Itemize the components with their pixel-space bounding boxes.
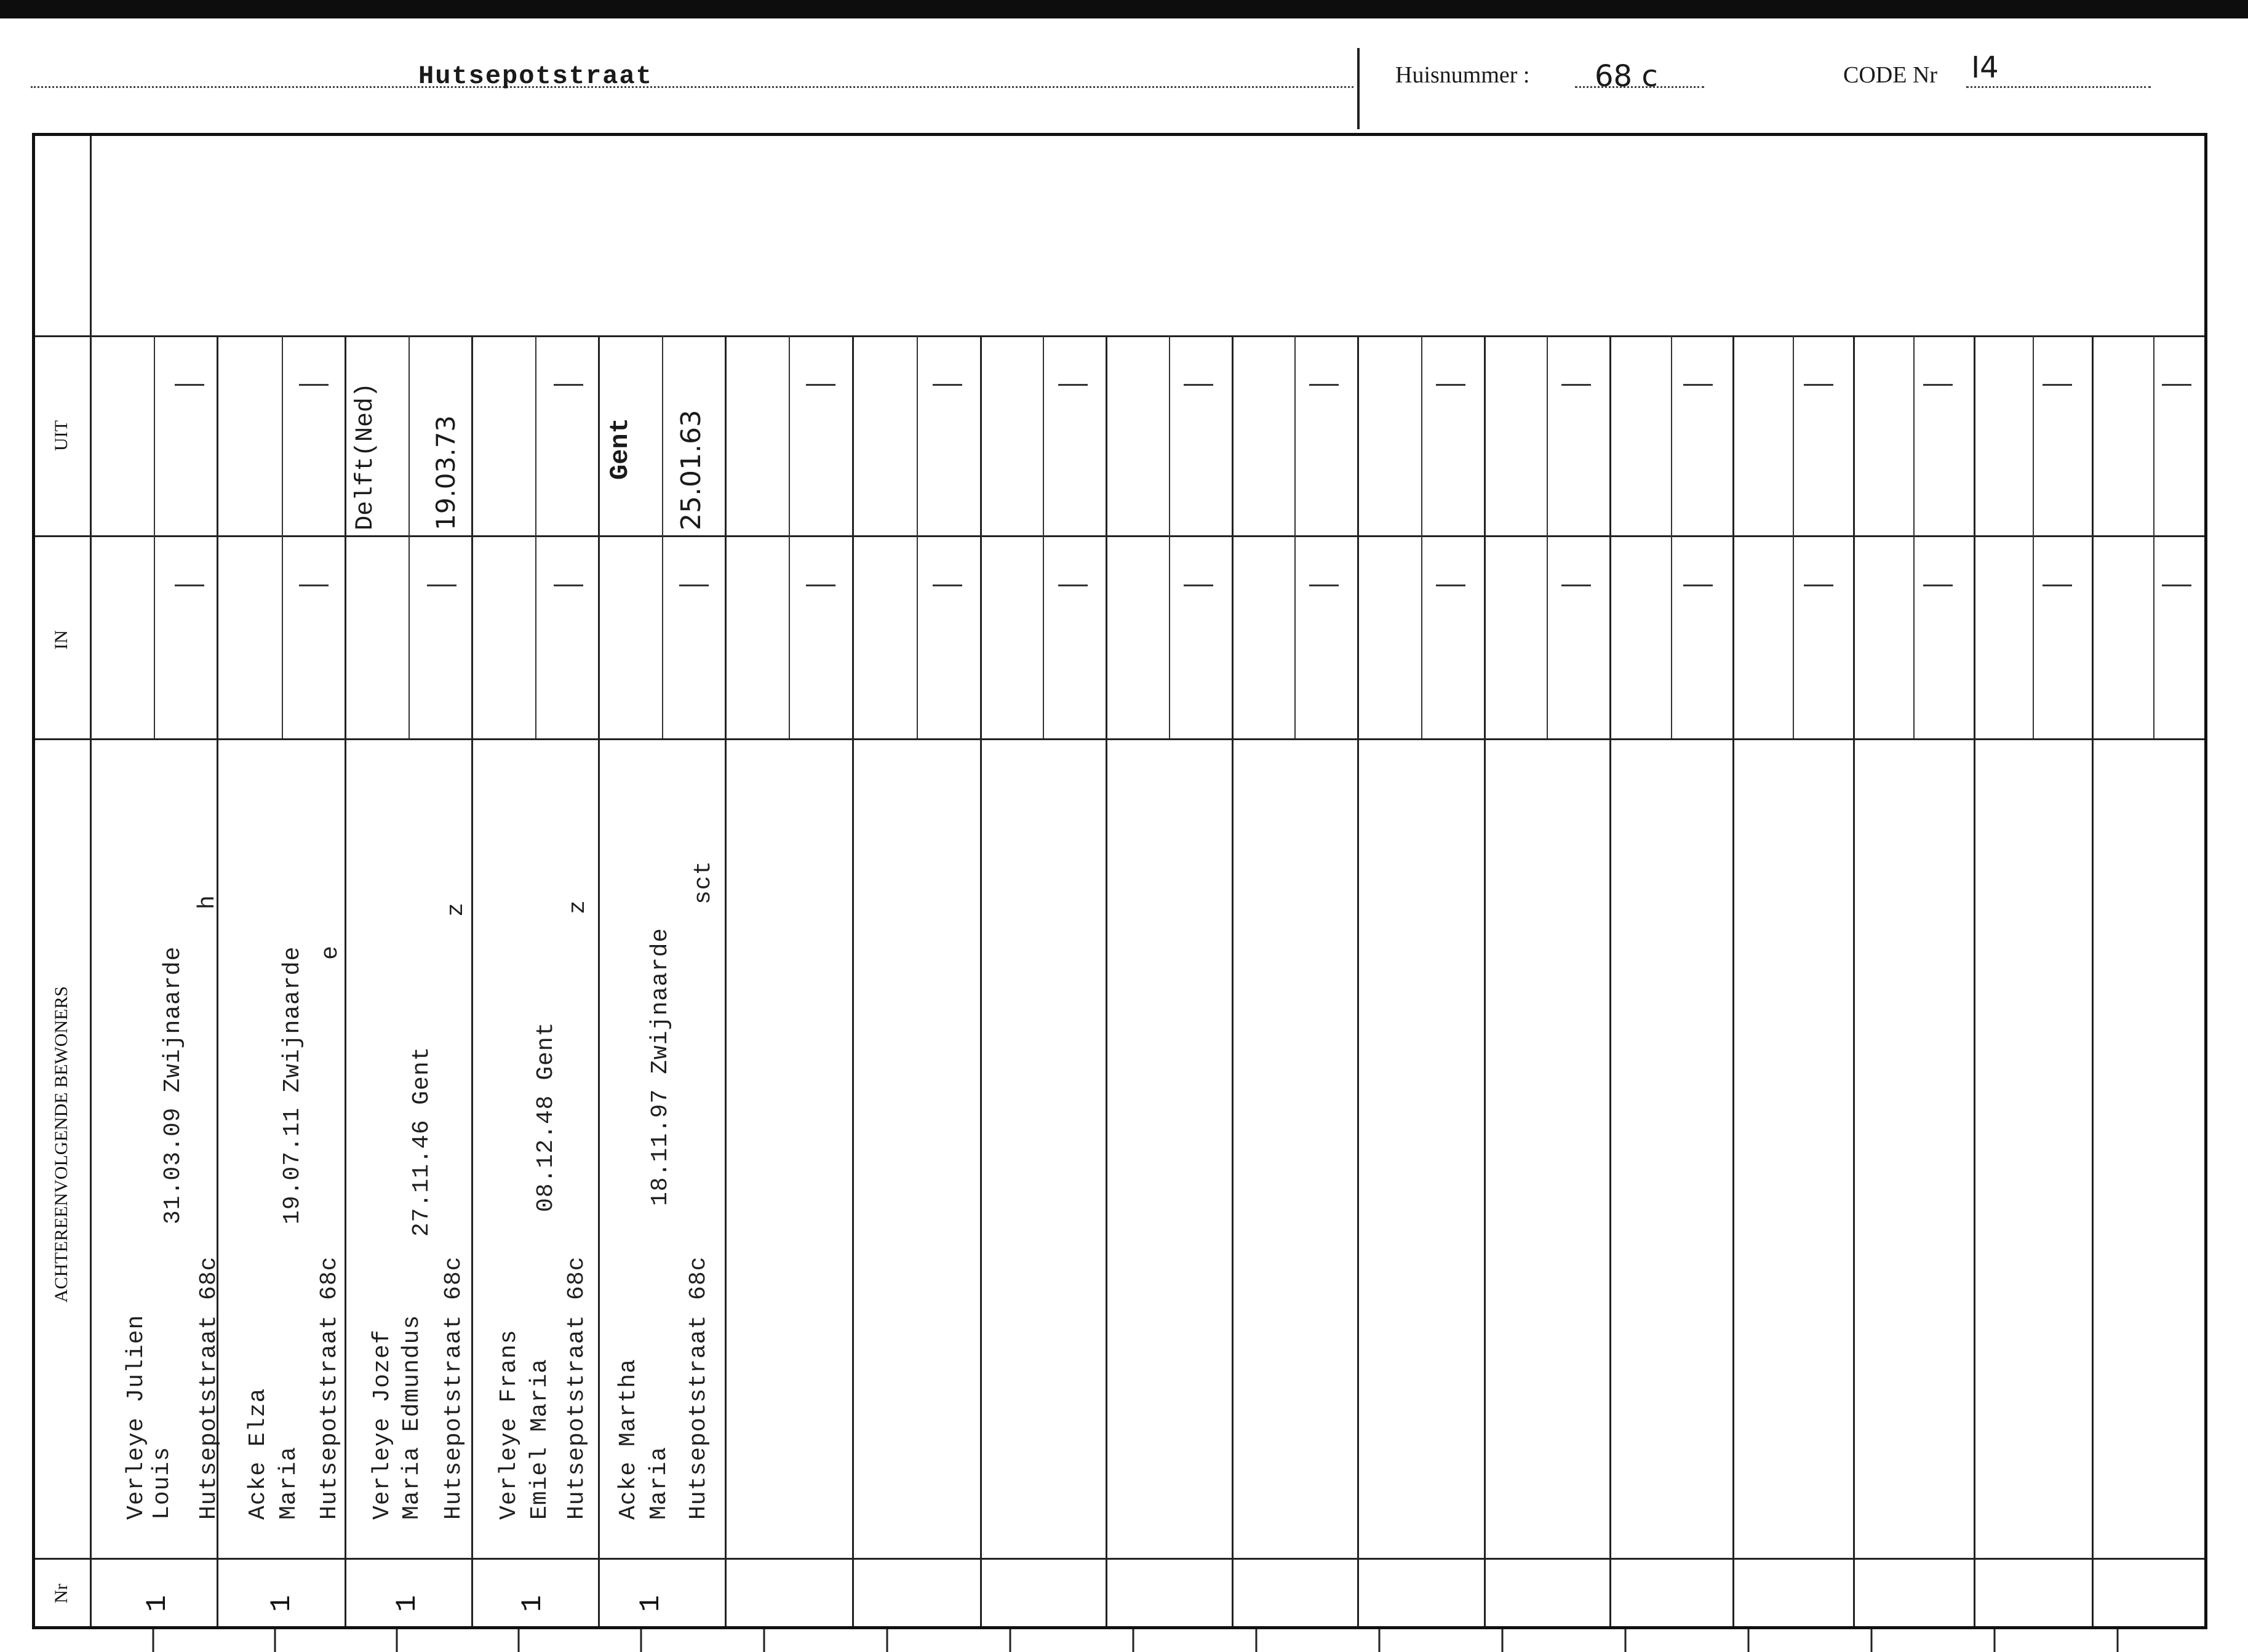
row-label-residents: ACHTEREENVOLGENDE BEWONERS (51, 986, 71, 1303)
subcol-divider (662, 335, 663, 738)
empty-dash (427, 585, 456, 586)
empty-dash (1058, 384, 1088, 386)
resident-address: Hutsepotstraat 68c (316, 1256, 343, 1520)
resident-address: Hutsepotstraat 68c (440, 1256, 467, 1520)
empty-dash (299, 384, 329, 386)
empty-dash (1309, 585, 1339, 586)
empty-dash (1436, 585, 1465, 586)
bottom-tick-marks (32, 1629, 2207, 1652)
resident-given-names: Maria Edmundus (399, 1314, 425, 1520)
street-dotted-line (31, 86, 1353, 88)
resident-role: z (565, 900, 591, 914)
code-value: I4 (1971, 50, 1999, 85)
empty-dash (554, 585, 583, 586)
empty-dash (1184, 384, 1213, 386)
col-divider-8 (1106, 335, 1107, 1626)
house-number-value: 68 c (1595, 59, 1658, 94)
row-divider-top-left (35, 335, 90, 337)
col-divider-10 (1357, 335, 1359, 1626)
resident-name: Acke Martha (615, 1359, 642, 1520)
resident-role: z (443, 902, 469, 917)
empty-dash (1923, 384, 1953, 386)
subcol-divider (2033, 335, 2034, 738)
empty-dash (299, 585, 329, 586)
register-table (32, 133, 2207, 1629)
subcol-divider (1793, 335, 1794, 738)
subcol-divider (1671, 335, 1672, 738)
row-label-uit: UIT (51, 420, 71, 451)
col-divider-7 (980, 335, 982, 1626)
col-divider-16 (2092, 335, 2094, 1626)
empty-dash (1923, 585, 1953, 586)
resident-role: h (194, 895, 221, 909)
empty-dash (1683, 585, 1713, 586)
subcol-divider (282, 335, 283, 738)
empty-dash (933, 585, 962, 586)
col-divider-14 (1853, 335, 1855, 1626)
subcol-divider (1547, 335, 1548, 738)
subcol-divider (1043, 335, 1044, 738)
resident-name: Verleye Julien (123, 1314, 149, 1520)
empty-dash (2043, 585, 2072, 586)
uit-date: 19.03.73 (431, 415, 461, 530)
row-number: 1 (141, 1595, 173, 1612)
empty-dash (2043, 384, 2072, 386)
subcol-divider (1294, 335, 1296, 738)
empty-dash (554, 384, 583, 386)
empty-dash (1561, 384, 1591, 386)
subcol-divider (2153, 335, 2154, 738)
col-divider-9 (1232, 335, 1234, 1626)
col-divider-11 (1484, 335, 1486, 1626)
resident-address: Hutsepotstraat 68c (685, 1256, 712, 1520)
empty-dash (1436, 384, 1465, 386)
resident-role: sct (690, 860, 717, 904)
house-number-label: Huisnummer : (1395, 62, 1530, 88)
empty-dash (806, 585, 835, 586)
row-label-in: IN (51, 630, 71, 650)
resident-given-names: Louis (149, 1446, 175, 1520)
resident-birth: 19.07.11 Zwijnaarde (279, 946, 306, 1224)
empty-dash (1804, 585, 1833, 586)
row-divider-top-uit (90, 335, 2204, 337)
row-number: 1 (517, 1595, 549, 1612)
uit-place: Gent (605, 418, 635, 480)
row-divider-uit-in (35, 535, 2204, 537)
uit-place: Delft(Ned) (352, 382, 380, 530)
col-divider-6 (852, 335, 854, 1626)
resident-name: Verleye Frans (496, 1329, 522, 1520)
subcol-divider (409, 335, 410, 738)
empty-dash (175, 585, 204, 586)
scan-top-border (0, 0, 2248, 18)
resident-birth: 31.03.09 Zwijnaarde (160, 946, 186, 1224)
uit-date: 25.01.63 (676, 410, 707, 530)
subcol-divider (1169, 335, 1170, 738)
col-divider-13 (1732, 335, 1734, 1626)
row-label-nr: Nr (51, 1584, 71, 1603)
code-label: CODE Nr (1843, 62, 1938, 88)
header-divider (1357, 48, 1360, 129)
resident-given-names: Maria (276, 1446, 302, 1520)
row-number: 1 (391, 1595, 423, 1612)
empty-dash (1804, 384, 1833, 386)
resident-birth: 18.11.97 Zwijnaarde (647, 927, 674, 1206)
subcol-divider (917, 335, 918, 738)
street-name: Hutsepotstraat (418, 62, 653, 91)
col-divider-3 (471, 335, 473, 1626)
row-divider-in-residents (35, 738, 2204, 740)
empty-dash (1184, 585, 1213, 586)
empty-dash (679, 585, 709, 586)
subcol-divider (535, 335, 536, 738)
subcol-divider (154, 335, 155, 738)
code-dotted-line (1966, 86, 2151, 88)
subcol-divider (789, 335, 790, 738)
empty-dash (1683, 384, 1713, 386)
resident-address: Hutsepotstraat 68c (196, 1256, 222, 1520)
label-column-divider (90, 136, 92, 1626)
resident-birth: 27.11.46 Gent (409, 1046, 435, 1237)
empty-dash (933, 384, 962, 386)
empty-dash (2162, 384, 2191, 386)
resident-role: e (317, 945, 344, 960)
row-number: 1 (266, 1595, 298, 1612)
resident-address: Hutsepotstraat 68c (564, 1256, 590, 1520)
empty-dash (2162, 585, 2191, 586)
empty-dash (806, 384, 835, 386)
col-divider-12 (1609, 335, 1611, 1626)
col-divider-5 (725, 335, 727, 1626)
resident-name: Acke Elza (245, 1387, 271, 1520)
col-divider-15 (1974, 335, 1975, 1626)
empty-dash (175, 384, 204, 386)
empty-dash (1058, 585, 1088, 586)
resident-given-names: Maria (646, 1446, 672, 1520)
subcol-divider (1913, 335, 1915, 738)
empty-dash (1561, 585, 1591, 586)
row-divider-residents-nr (35, 1558, 2204, 1560)
col-divider-2 (345, 335, 346, 1626)
row-number: 1 (635, 1595, 667, 1612)
subcol-divider (1421, 335, 1422, 738)
resident-name: Verleye Jozef (369, 1329, 396, 1520)
resident-given-names: Emiel Maria (527, 1359, 553, 1520)
col-divider-4 (598, 335, 600, 1626)
resident-birth: 08.12.48 Gent (533, 1021, 559, 1212)
empty-dash (1309, 384, 1339, 386)
